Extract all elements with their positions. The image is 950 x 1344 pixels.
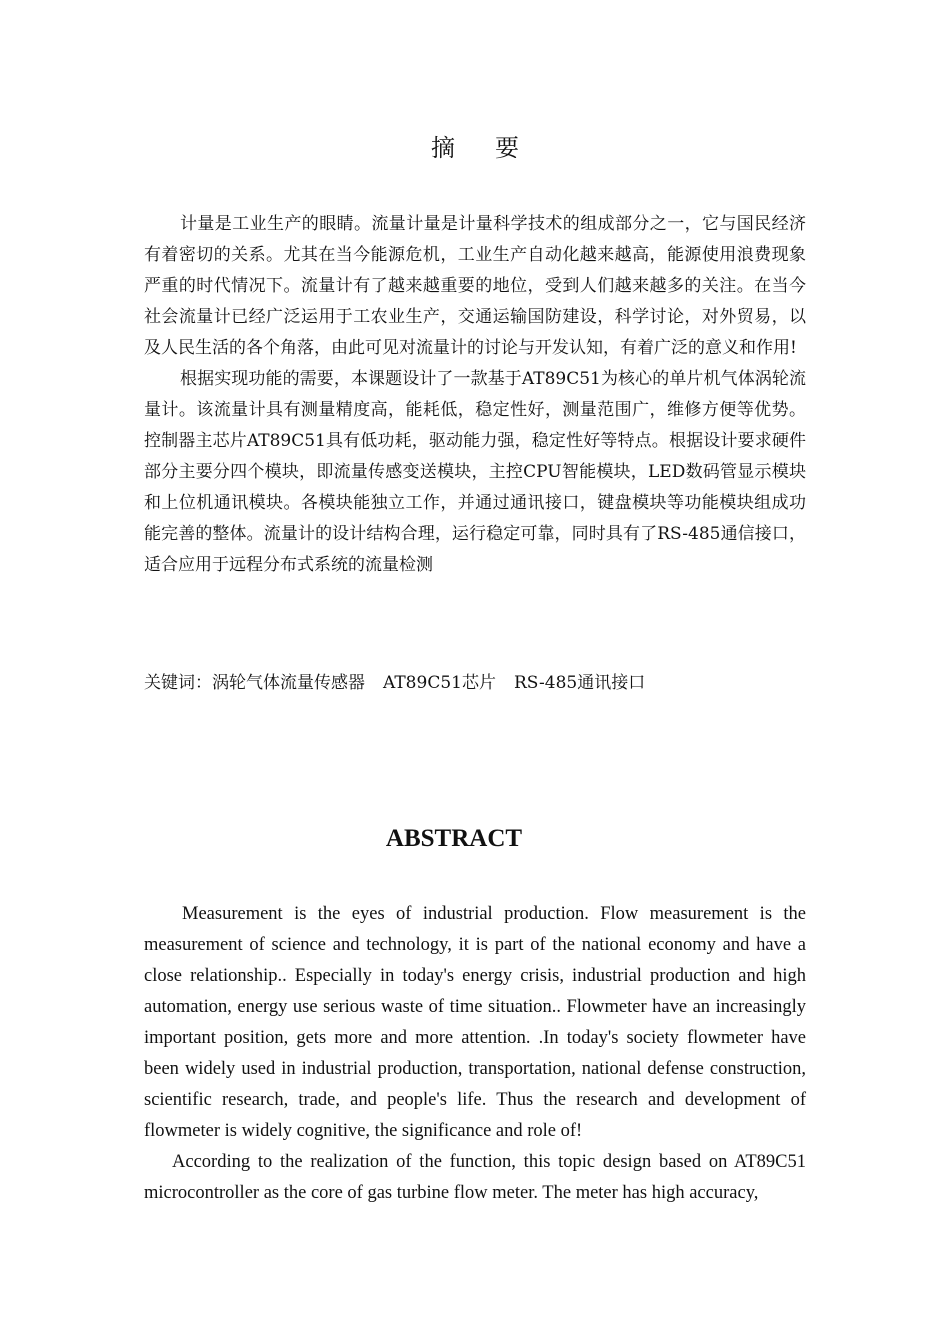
keyword-item: RS-485通讯接口 xyxy=(513,673,646,693)
chinese-abstract-title: 摘要 xyxy=(431,134,559,162)
english-abstract-paragraph-2: According to the realization of the function, this topic design based on AT89C51 microcontroller as the core of gas turbine flow meter. The meter has high accuracy, xyxy=(144,1152,806,1203)
english-abstract-body xyxy=(144,899,806,1209)
english-abstract-title: ABSTRACT xyxy=(385,825,523,852)
keyword-item: AT89C51芯片 xyxy=(383,673,496,693)
chinese-abstract-paragraph-1: 计量是工业生产的眼睛。流量计量是计量科学技术的组成部分之一，它与国民经济有着密切的关系。尤其在当今能源危机，工业生产自动化越来越高，能源使用浪费现象严重的时代情况下。流量计有了越来越重要的地位，受到人们越来越多的关注。在当今社会流量计已经广泛运用于工农业生产，交通运输国防建设，科学讨论，对外贸易，以及人民生活的各个角落，由此可见对流量计的讨论与开发认知，有着广泛的意义和作用! xyxy=(144,214,806,358)
keywords-line xyxy=(144,668,806,699)
keywords-label: 关键词： xyxy=(144,673,212,693)
keyword-item: 涡轮气体流量传感器 xyxy=(212,673,365,693)
chinese-abstract-paragraph-2: 根据实现功能的需要，本课题设计了一款基于AT89C51为核心的单片机气体涡轮流量计。该流量计具有测量精度高，能耗低，稳定性好，测量范围广，维修方便等优势。控制器主芯片AT89C51具有低功耗，驱动能力强，稳定性好等特点。根据设计要求硬件部分主要分四个模块，即流量传感变送模块，主控CPU智能模块，LED数码管显示模块和上位机通讯模块。各模块能独立工作，并通过通讯接口，键盘模块等功能模块组成功能完善的整体。流量计的设计结构合理，运行稳定可靠，同时具有了RS-485通信接口，适合应用于远程分布式系统的流量检测 xyxy=(144,369,806,575)
english-abstract-paragraph-1: Measurement is the eyes of industrial production. Flow measurement is the measurement of science and technology, it is part of the national economy and have a close relationship.. Especially in today's energy crisis, industrial production and high automation, energy use serious waste of time situation.. Flowmeter have an increasingly important position, gets more and more attention. .In today's society flowmeter have been widely used in industrial production, transportation, national defense construction, scientific research, trade, and people's life. Thus the research and development of flowmeter is widely cognitive, the significance and role of! xyxy=(144,904,806,1141)
chinese-abstract-body xyxy=(144,209,806,581)
